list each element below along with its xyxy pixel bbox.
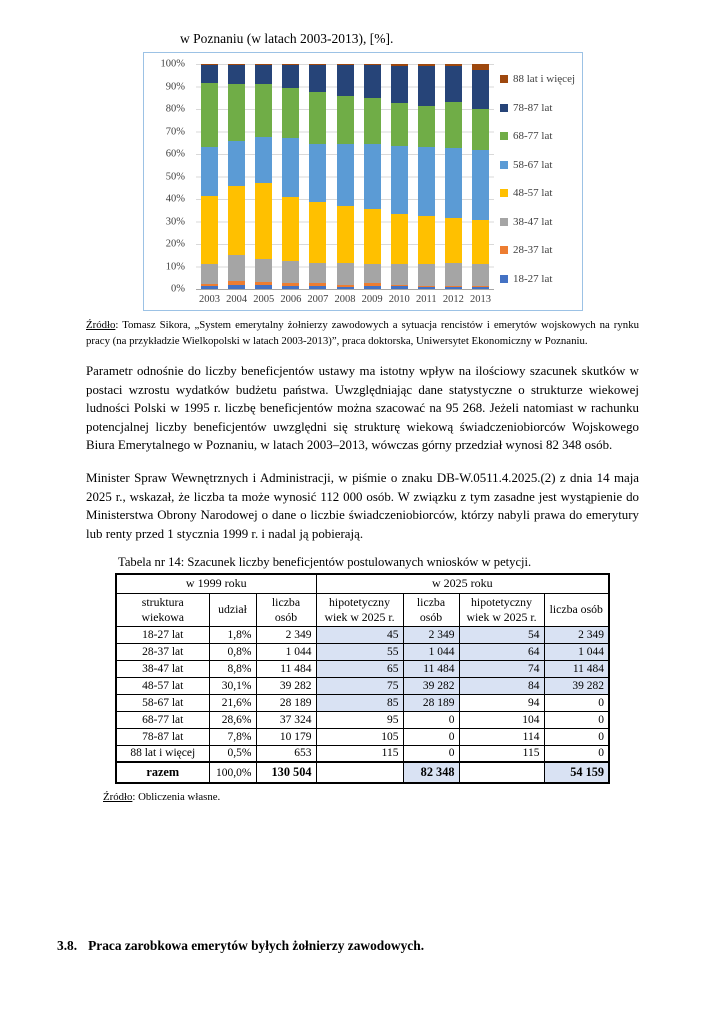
table-row <box>116 711 609 728</box>
x-tick-label: 2008 <box>334 294 356 305</box>
stacked-bar <box>255 64 272 289</box>
legend-label: 18-27 lat <box>513 272 553 285</box>
table-cell: 10 179 <box>256 728 316 745</box>
table-cell: udział <box>209 593 256 626</box>
legend-label: 78-87 lat <box>513 101 553 114</box>
table-cell: 58-67 lat <box>116 694 209 711</box>
benef-table-body <box>116 574 609 783</box>
legend-item <box>500 273 580 285</box>
bar-segment <box>282 88 299 139</box>
table-cell: 11 484 <box>256 660 316 677</box>
table-cell: 0 <box>403 728 459 745</box>
table-source <box>103 791 220 803</box>
bar-segment <box>309 286 326 289</box>
paragraph-1: Parametr odnośnie do liczby beneficjentów ustawy ma istotny wpływ na ilościowy szacunek skutków w postaci wzrostu wydatków budżetu państwa. Uwzględniając dane statystyczne o strukturze wiekowej ludności Polski w 1995 r. liczbę beneficjentów można szacować na 95 268. Jeżeli natomiast w rachunku potencjalnej liczby beneficjentów uwzględni się strukturę wiekową świadczeniobiorców Wojskowego Biura Emerytalnego w Poznaniu, w latach 2003–2013, wówczas górny przedział wynosi 82 348 osób. <box>86 364 639 453</box>
bar-segment <box>445 263 462 286</box>
table-cell: 68-77 lat <box>116 711 209 728</box>
table-cell: 11 484 <box>544 660 609 677</box>
table-row <box>116 677 609 694</box>
table-source-label: Źródło <box>103 791 133 803</box>
bar-segment <box>255 259 272 283</box>
table-cell: 54 159 <box>544 762 609 783</box>
legend-marker <box>500 132 508 140</box>
bar-segment <box>201 147 218 196</box>
bar-segment <box>337 287 354 289</box>
bar-segment <box>337 206 354 263</box>
y-tick-label: 20% <box>165 238 185 250</box>
table-cell: 104 <box>459 711 544 728</box>
bar-segment <box>255 84 272 137</box>
table-section <box>115 555 608 784</box>
legend-item <box>500 130 580 142</box>
bar-segment <box>472 264 489 285</box>
figure-source <box>86 318 639 349</box>
bar-segment <box>201 286 218 289</box>
bar-segment <box>255 285 272 290</box>
bar-segment <box>418 66 435 105</box>
legend-label: 28-37 lat <box>513 244 553 257</box>
section-heading-text: Praca zarobkowa emerytów byłych żołnierzy zawodowych. <box>88 938 425 953</box>
x-tick-label: 2006 <box>280 294 302 305</box>
table-cell: 2 349 <box>256 626 316 643</box>
table-cell: 39 282 <box>403 677 459 694</box>
bar-segment <box>282 286 299 289</box>
section-number: 3.8. <box>57 938 78 953</box>
legend-item <box>500 102 580 114</box>
bar-segment <box>364 98 381 144</box>
table-header-row <box>116 593 609 626</box>
table-group-header-row <box>116 574 609 593</box>
table-cell: 7,8% <box>209 728 256 745</box>
stacked-bar <box>228 64 245 289</box>
y-tick-label: 30% <box>165 216 185 227</box>
table-cell: 30,1% <box>209 677 256 694</box>
table-cell: 28 189 <box>256 694 316 711</box>
bar-slot <box>250 64 277 289</box>
table-cell: w 2025 roku <box>316 574 609 593</box>
benef-table <box>115 573 610 784</box>
table-cell: 94 <box>459 694 544 711</box>
bar-segment <box>255 65 272 84</box>
x-tick-label: 2005 <box>253 294 275 305</box>
table-cell: 1 044 <box>256 643 316 660</box>
table-cell: 1 044 <box>544 643 609 660</box>
bar-slot <box>386 64 413 289</box>
stacked-bar <box>472 64 489 289</box>
bar-segment <box>364 264 381 283</box>
bar-segment <box>228 186 245 256</box>
table-cell: 21,6% <box>209 694 256 711</box>
table-cell: 37 324 <box>256 711 316 728</box>
bar-segment <box>337 65 354 95</box>
bar-slot <box>440 64 467 289</box>
table-cell: liczba osób <box>403 593 459 626</box>
table-cell: 28,6% <box>209 711 256 728</box>
bar-segment <box>228 65 245 84</box>
legend-marker <box>500 189 508 197</box>
bar-segment <box>282 261 299 284</box>
bar-segment <box>391 66 408 103</box>
bar-segment <box>309 263 326 283</box>
table-cell <box>459 762 544 783</box>
bar-segment <box>445 102 462 148</box>
bar-segment <box>418 106 435 148</box>
x-axis <box>196 294 494 305</box>
table-cell: 0,8% <box>209 643 256 660</box>
bar-slot <box>304 64 331 289</box>
table-cell: 28 189 <box>403 694 459 711</box>
table-cell: 0 <box>403 745 459 762</box>
bar-slot <box>467 64 494 289</box>
stacked-bar <box>309 64 326 289</box>
table-cell: 95 <box>316 711 403 728</box>
table-cell: 75 <box>316 677 403 694</box>
table-cell: 0 <box>544 745 609 762</box>
table-cell: 38-47 lat <box>116 660 209 677</box>
section-heading <box>57 938 424 954</box>
table-cell: 85 <box>316 694 403 711</box>
bar-segment <box>282 65 299 88</box>
bar-segment <box>337 263 354 284</box>
table-row <box>116 626 609 643</box>
bar-slot <box>359 64 386 289</box>
bar-segment <box>309 65 326 92</box>
table-cell: 653 <box>256 745 316 762</box>
table-cell: 88 lat i więcej <box>116 745 209 762</box>
table-cell: liczba osób <box>256 593 316 626</box>
y-tick-label: 70% <box>165 126 185 137</box>
bars <box>196 64 494 289</box>
stacked-bar <box>445 64 462 289</box>
bar-segment <box>228 255 245 281</box>
legend-item <box>500 216 580 228</box>
y-tick-label: 10% <box>165 261 185 272</box>
legend-marker <box>500 161 508 169</box>
table-cell: hipotetyczny wiek w 2025 r. <box>459 593 544 626</box>
table-cell: 0 <box>544 711 609 728</box>
stacked-bar-chart <box>143 52 583 311</box>
table-row <box>116 728 609 745</box>
legend-label: 68-77 lat <box>513 130 553 143</box>
y-tick-label: 50% <box>165 171 185 182</box>
bar-segment <box>201 83 218 146</box>
bar-slot <box>277 64 304 289</box>
bar-segment <box>391 214 408 265</box>
figure-source-label: Źródło <box>86 319 116 331</box>
bar-segment <box>472 70 489 109</box>
legend-marker <box>500 104 508 112</box>
table-cell: hipotetyczny wiek w 2025 r. <box>316 593 403 626</box>
table-cell: liczba osób <box>544 593 609 626</box>
legend-label: 38-47 lat <box>513 215 553 228</box>
bar-segment <box>445 66 462 102</box>
bar-segment <box>472 109 489 150</box>
table-cell: 78-87 lat <box>116 728 209 745</box>
table-cell: 8,8% <box>209 660 256 677</box>
bar-segment <box>472 287 489 289</box>
bar-segment <box>364 209 381 264</box>
y-tick-label: 90% <box>165 81 185 92</box>
legend-marker <box>500 75 508 83</box>
table-cell <box>316 762 403 783</box>
figure-caption: w Poznaniu (w latach 2003-2013), [%]. <box>180 31 394 46</box>
bar-segment <box>309 202 326 263</box>
table-cell: 39 282 <box>256 677 316 694</box>
bar-segment <box>364 286 381 289</box>
x-tick-label: 2011 <box>415 294 437 305</box>
table-total-row <box>116 762 609 783</box>
table-cell: 84 <box>459 677 544 694</box>
bar-slot <box>331 64 358 289</box>
x-tick-label: 2003 <box>199 294 221 305</box>
table-cell: 74 <box>459 660 544 677</box>
table-row <box>116 643 609 660</box>
stacked-bar <box>418 64 435 289</box>
table-cell: 0 <box>403 711 459 728</box>
table-source-text: : Obliczenia własne. <box>132 791 221 803</box>
bar-segment <box>337 144 354 206</box>
bar-segment <box>418 287 435 289</box>
bar-segment <box>445 287 462 289</box>
stacked-bar <box>337 64 354 289</box>
legend-marker <box>500 246 508 254</box>
table-cell: 105 <box>316 728 403 745</box>
bar-segment <box>201 264 218 284</box>
table-cell: 55 <box>316 643 403 660</box>
bar-segment <box>418 216 435 264</box>
bar-segment <box>391 146 408 214</box>
y-tick-label: 60% <box>165 148 185 160</box>
bar-segment <box>391 103 408 146</box>
table-cell: 18-27 lat <box>116 626 209 643</box>
table-cell: 0,5% <box>209 745 256 762</box>
table-cell: 130 504 <box>256 762 316 783</box>
x-tick-label: 2004 <box>226 294 248 305</box>
legend-marker <box>500 275 508 283</box>
bar-segment <box>228 285 245 290</box>
table-cell: 1,8% <box>209 626 256 643</box>
table-cell: 39 282 <box>544 677 609 694</box>
bar-segment <box>337 96 354 144</box>
table-cell: 0 <box>544 728 609 745</box>
table-cell: w 1999 roku <box>116 574 316 593</box>
table-cell: 65 <box>316 660 403 677</box>
y-tick-label: 40% <box>165 193 185 205</box>
bar-segment <box>282 197 299 261</box>
x-tick-label: 2013 <box>469 294 491 305</box>
table-cell: 2 349 <box>544 626 609 643</box>
stacked-bar <box>282 64 299 289</box>
table-cell: 48-57 lat <box>116 677 209 694</box>
table-cell: 28-37 lat <box>116 643 209 660</box>
table-cell: 45 <box>316 626 403 643</box>
bar-segment <box>445 148 462 218</box>
bar-slot <box>413 64 440 289</box>
bar-segment <box>201 65 218 83</box>
stacked-bar <box>364 64 381 289</box>
table-row <box>116 745 609 762</box>
bar-segment <box>445 218 462 263</box>
table-cell: 0 <box>544 694 609 711</box>
bar-segment <box>255 137 272 183</box>
chart-legend <box>500 73 580 285</box>
legend-marker <box>500 218 508 226</box>
y-axis <box>144 58 190 295</box>
table-cell: 82 348 <box>403 762 459 783</box>
table-cell: 114 <box>459 728 544 745</box>
bar-slot <box>196 64 223 289</box>
table-cell: 2 349 <box>403 626 459 643</box>
stacked-bar <box>391 64 408 289</box>
bar-segment <box>228 84 245 140</box>
x-tick-label: 2009 <box>361 294 383 305</box>
x-tick-label: 2007 <box>307 294 329 305</box>
bar-segment <box>309 92 326 144</box>
table-cell: 54 <box>459 626 544 643</box>
bar-slot <box>223 64 250 289</box>
table-cell: struktura wiekowa <box>116 593 209 626</box>
bar-segment <box>364 65 381 98</box>
x-tick-label: 2012 <box>442 294 464 305</box>
bar-segment <box>255 183 272 258</box>
table-title: Tabela nr 14: Szacunek liczby beneficjentów postulowanych wniosków w petycji. <box>118 555 532 569</box>
bar-segment <box>228 141 245 186</box>
table-cell: 1 044 <box>403 643 459 660</box>
x-tick-label: 2010 <box>388 294 410 305</box>
bar-segment <box>309 144 326 203</box>
plot-area <box>196 64 494 290</box>
table-cell: 115 <box>316 745 403 762</box>
legend-item <box>500 187 580 199</box>
stacked-bar <box>201 64 218 289</box>
legend-label: 88 lat i więcej <box>513 73 576 85</box>
legend-label: 48-57 lat <box>513 187 553 200</box>
legend-label: 58-67 lat <box>513 158 553 171</box>
figure-source-text: : Tomasz Sikora, „System emerytalny żołnierzy zawodowych a sytuacja rencistów i emerytów wojskowych na rynku pracy (na przykładzie Wielkopolski w latach 2003-2013)”, praca doktorska, Uniwersytet Ekonomiczny w Poznaniu. <box>86 319 639 347</box>
legend-item <box>500 159 580 171</box>
table-cell: 100,0% <box>209 762 256 783</box>
table-cell: 64 <box>459 643 544 660</box>
table-row <box>116 694 609 711</box>
bar-segment <box>472 220 489 264</box>
bar-segment <box>282 138 299 197</box>
bar-segment <box>418 264 435 285</box>
table-row <box>116 660 609 677</box>
bar-segment <box>418 147 435 216</box>
bar-segment <box>364 144 381 209</box>
y-tick-label: 80% <box>165 103 185 115</box>
y-tick-label: 100% <box>160 58 185 70</box>
legend-item <box>500 73 580 85</box>
table-cell: razem <box>116 762 209 783</box>
bar-segment <box>391 264 408 284</box>
bar-segment <box>472 150 489 221</box>
table-cell: 11 484 <box>403 660 459 677</box>
bar-segment <box>391 286 408 289</box>
table-cell: 115 <box>459 745 544 762</box>
bar-segment <box>201 196 218 265</box>
y-tick-label: 0% <box>171 283 185 295</box>
legend-item <box>500 244 580 256</box>
paragraph-2: Minister Spraw Wewnętrznych i Administracji, w piśmie o znaku DB-W.0511.4.2025.(2) z dnia 14 maja 2025 r., wskazał, że liczba ta może wynosić 112 000 osób. W związku z tym zasadne jest wystąpienie do Ministerstwa Obrony Narodowej o dane o liczbie świadczeniobiorców, którzy nabyli prawa do emerytury lub renty przed 1 stycznia 1999 r. i nadal ją pobierają. <box>86 471 639 541</box>
